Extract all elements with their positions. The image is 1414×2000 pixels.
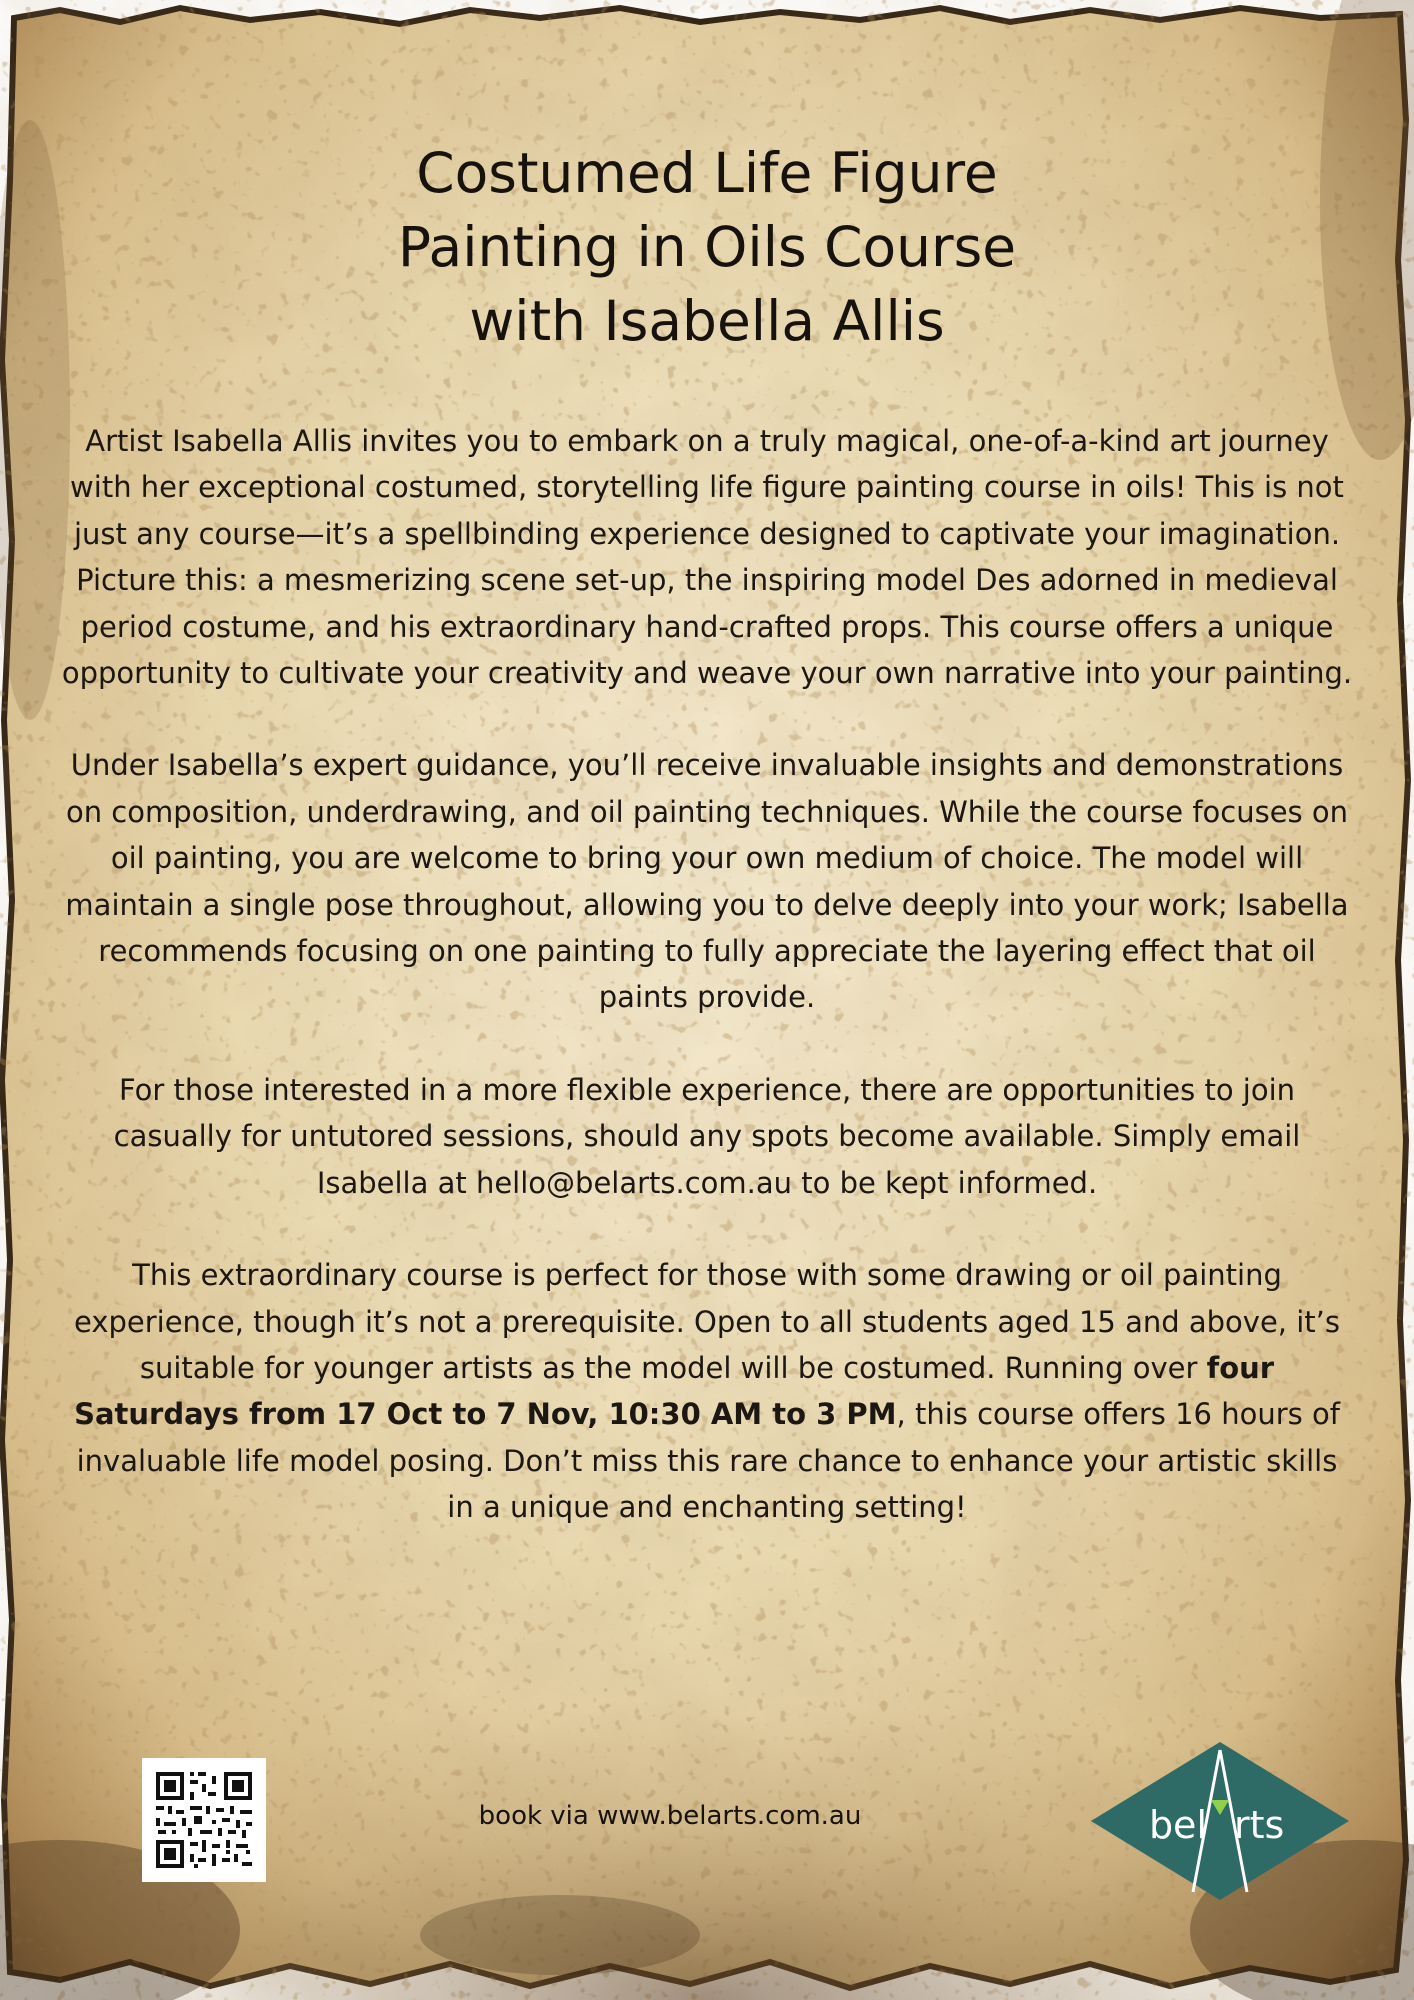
qr-code-icon[interactable] (142, 1758, 266, 1882)
details-text-start: This extraordinary course is perfect for those with some drawing or oil painting experience, though it’s not a prerequisite. Open to all students aged 15 and above, it’s suitable for younger artists as the model will be costumed. Running over (73, 1258, 1340, 1385)
schedule-highlight: four Saturdays from 17 Oct to 7 Nov, 10:30 AM to 3 PM (74, 1350, 1275, 1432)
course-description (60, 418, 1354, 1577)
logo-text-right: rts (1234, 1803, 1285, 1847)
booking-link[interactable]: book via www.belarts.com.au (478, 1801, 862, 1831)
page-title (207, 136, 1207, 358)
title-line-1: Costumed Life Figure (416, 141, 998, 205)
guidance-paragraph: Under Isabella’s expert guidance, you’ll receive invaluable insights and demonstrations on composition, underdrawing, and oil painting techniques. While the course focuses on oil painting, you are welcome to bring your own medium of choice. The model will maintain a single pose throughout, allowing you to delve deeply into your work; Isabella recommends focusing on one painting to fully appreciate the layering effect that oil paints provide. (65, 748, 1349, 1015)
casual-paragraph: For those interested in a more flexible experience, there are opportunities to join casually for untutored sessions, should any spots become available. Simply email Isabella at hello@belarts.com.au to be kept informed. (113, 1072, 1301, 1200)
belarts-logo (1089, 1740, 1351, 1902)
details-text-end: , this course offers 16 hours of invaluable life model posing. Don’t miss this rare chance to enhance your artistic skills in a unique and enchanting setting! (76, 1397, 1340, 1525)
logo-diamond-shape (1091, 1742, 1349, 1900)
title-line-2: Painting in Oils Course (397, 215, 1017, 279)
intro-paragraph: Artist Isabella Allis invites you to embark on a truly magical, one-of-a-kind art journey with her exceptional costumed, storytelling life figure painting course in oils! This is not just any course—it’s a spellbinding experience designed to captivate your imagination. Picture this: a mesmerizing scene set-up, the inspiring model Des adorned in medieval period costume, and his extraordinary hand-crafted props. This course offers a unique opportunity to cultivate your creativity and weave your own narrative into your painting. (61, 424, 1353, 691)
details-paragraph (60, 1252, 1354, 1530)
logo-text-left: bel (1148, 1803, 1207, 1847)
title-line-3: with Isabella Allis (469, 289, 945, 353)
